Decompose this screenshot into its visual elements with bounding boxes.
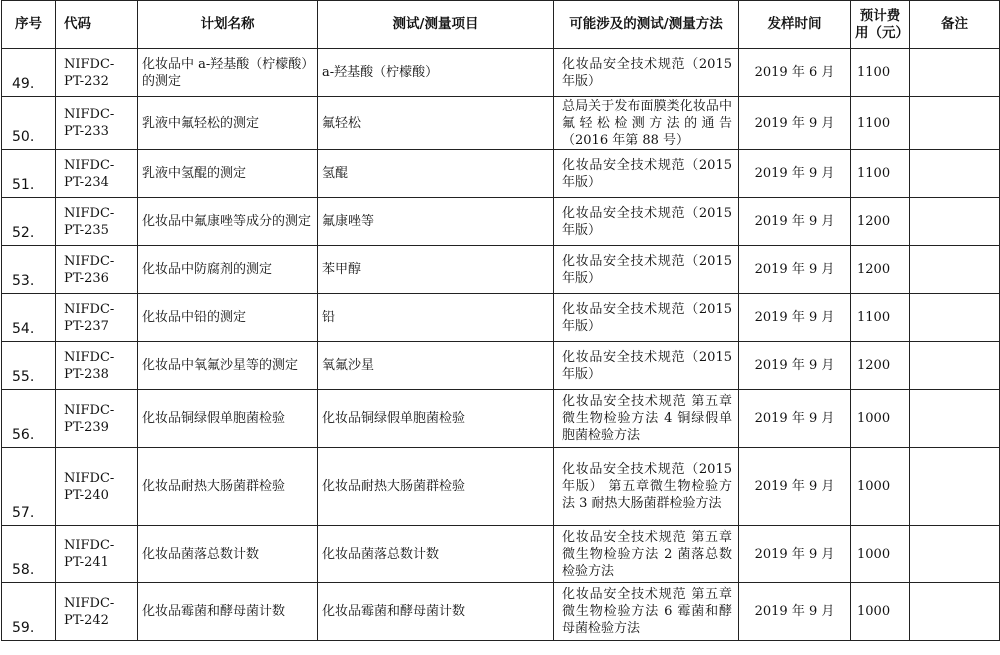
row-plan-name: 化妆品中防腐剂的测定 bbox=[138, 246, 318, 294]
row-test-item: 氢醌 bbox=[318, 150, 554, 198]
row-code: NIFDC-PT-234 bbox=[56, 150, 138, 198]
row-index: 49. bbox=[2, 49, 56, 97]
row-index: 51. bbox=[2, 150, 56, 198]
row-dispatch-date: 2019 年 9 月 bbox=[739, 526, 851, 583]
header-dispatch-date: 发样时间 bbox=[739, 1, 851, 49]
row-remarks bbox=[910, 390, 1000, 448]
row-dispatch-date: 2019 年 9 月 bbox=[739, 294, 851, 342]
row-test-item: 氧氟沙星 bbox=[318, 342, 554, 390]
row-test-method: 化妆品安全技术规范（2015年版） bbox=[554, 342, 739, 390]
table-row bbox=[2, 583, 1000, 641]
row-plan-name: 化妆品霉菌和酵母菌计数 bbox=[138, 583, 318, 641]
row-test-method: 化妆品安全技术规范 第五章微生物检验方法 4 铜绿假单胞菌检验方法 bbox=[554, 390, 739, 448]
table-row bbox=[2, 294, 1000, 342]
row-plan-name: 化妆品中 a-羟基酸（柠檬酸）的测定 bbox=[138, 49, 318, 97]
row-code: NIFDC-PT-236 bbox=[56, 246, 138, 294]
row-plan-name: 化妆品耐热大肠菌群检验 bbox=[138, 448, 318, 526]
row-remarks bbox=[910, 198, 1000, 246]
row-estimated-cost: 1100 bbox=[851, 49, 910, 97]
row-test-item: 氟轻松 bbox=[318, 97, 554, 150]
row-test-item: 铅 bbox=[318, 294, 554, 342]
row-plan-name: 化妆品中氧氟沙星等的测定 bbox=[138, 342, 318, 390]
row-dispatch-date: 2019 年 9 月 bbox=[739, 198, 851, 246]
row-test-method: 化妆品安全技术规范（2015年版） bbox=[554, 198, 739, 246]
row-estimated-cost: 1200 bbox=[851, 246, 910, 294]
row-dispatch-date: 2019 年 6 月 bbox=[739, 49, 851, 97]
row-test-item: 化妆品铜绿假单胞菌检验 bbox=[318, 390, 554, 448]
header-remarks: 备注 bbox=[910, 1, 1000, 49]
row-dispatch-date: 2019 年 9 月 bbox=[739, 150, 851, 198]
row-test-item: 化妆品耐热大肠菌群检验 bbox=[318, 448, 554, 526]
row-estimated-cost: 1000 bbox=[851, 448, 910, 526]
row-dispatch-date: 2019 年 9 月 bbox=[739, 246, 851, 294]
row-test-method: 化妆品安全技术规范（2015年版） bbox=[554, 49, 739, 97]
row-code: NIFDC-PT-239 bbox=[56, 390, 138, 448]
table-row bbox=[2, 49, 1000, 97]
row-code: NIFDC-PT-240 bbox=[56, 448, 138, 526]
row-index: 55. bbox=[2, 342, 56, 390]
row-index: 50. bbox=[2, 97, 56, 150]
row-remarks bbox=[910, 150, 1000, 198]
row-test-item: 化妆品霉菌和酵母菌计数 bbox=[318, 583, 554, 641]
row-test-item: 化妆品菌落总数计数 bbox=[318, 526, 554, 583]
row-remarks bbox=[910, 448, 1000, 526]
row-remarks bbox=[910, 526, 1000, 583]
row-test-method: 总局关于发布面膜类化妆品中氟轻松检测方法的通告（2016 年第 88 号） bbox=[554, 97, 739, 150]
row-index: 58. bbox=[2, 526, 56, 583]
row-index: 53. bbox=[2, 246, 56, 294]
row-code: NIFDC-PT-232 bbox=[56, 49, 138, 97]
row-remarks bbox=[910, 49, 1000, 97]
table-row bbox=[2, 97, 1000, 150]
row-dispatch-date: 2019 年 9 月 bbox=[739, 390, 851, 448]
row-code: NIFDC-PT-238 bbox=[56, 342, 138, 390]
row-index: 54. bbox=[2, 294, 56, 342]
row-plan-name: 化妆品中氟康唑等成分的测定 bbox=[138, 198, 318, 246]
row-test-method: 化妆品安全技术规范（2015年版） bbox=[554, 246, 739, 294]
row-estimated-cost: 1200 bbox=[851, 342, 910, 390]
row-dispatch-date: 2019 年 9 月 bbox=[739, 448, 851, 526]
row-index: 59. bbox=[2, 583, 56, 641]
row-test-item: 苯甲醇 bbox=[318, 246, 554, 294]
row-dispatch-date: 2019 年 9 月 bbox=[739, 583, 851, 641]
header-code: 代码 bbox=[56, 1, 138, 49]
row-plan-name: 化妆品铜绿假单胞菌检验 bbox=[138, 390, 318, 448]
row-code: NIFDC-PT-237 bbox=[56, 294, 138, 342]
row-test-item: a-羟基酸（柠檬酸） bbox=[318, 49, 554, 97]
row-index: 56. bbox=[2, 390, 56, 448]
row-test-method: 化妆品安全技术规范（2015年版） bbox=[554, 150, 739, 198]
row-estimated-cost: 1000 bbox=[851, 390, 910, 448]
row-test-method: 化妆品安全技术规范 第五章微生物检验方法 2 菌落总数检验方法 bbox=[554, 526, 739, 583]
header-test-method: 可能涉及的测试/测量方法 bbox=[554, 1, 739, 49]
table-row bbox=[2, 342, 1000, 390]
row-plan-name: 乳液中氢醌的测定 bbox=[138, 150, 318, 198]
row-index: 52. bbox=[2, 198, 56, 246]
row-test-method: 化妆品安全技术规范（2015年版） bbox=[554, 294, 739, 342]
table-row bbox=[2, 448, 1000, 526]
table-row bbox=[2, 526, 1000, 583]
header-test-item: 测试/测量项目 bbox=[318, 1, 554, 49]
row-test-method: 化妆品安全技术规范（2015年版） 第五章微生物检验方法 3 耐热大肠菌群检验方法 bbox=[554, 448, 739, 526]
table-row bbox=[2, 198, 1000, 246]
row-code: NIFDC-PT-242 bbox=[56, 583, 138, 641]
row-remarks bbox=[910, 246, 1000, 294]
table-row bbox=[2, 246, 1000, 294]
row-estimated-cost: 1000 bbox=[851, 526, 910, 583]
row-remarks bbox=[910, 342, 1000, 390]
row-code: NIFDC-PT-235 bbox=[56, 198, 138, 246]
row-test-method: 化妆品安全技术规范 第五章微生物检验方法 6 霉菌和酵母菌检验方法 bbox=[554, 583, 739, 641]
row-estimated-cost: 1100 bbox=[851, 294, 910, 342]
table-row bbox=[2, 150, 1000, 198]
row-dispatch-date: 2019 年 9 月 bbox=[739, 342, 851, 390]
row-estimated-cost: 1200 bbox=[851, 198, 910, 246]
row-code: NIFDC-PT-241 bbox=[56, 526, 138, 583]
table-row bbox=[2, 390, 1000, 448]
row-test-item: 氟康唑等 bbox=[318, 198, 554, 246]
row-plan-name: 乳液中氟轻松的测定 bbox=[138, 97, 318, 150]
header-index: 序号 bbox=[2, 1, 56, 49]
row-code: NIFDC-PT-233 bbox=[56, 97, 138, 150]
table-header-row bbox=[2, 1, 1000, 49]
row-remarks bbox=[910, 294, 1000, 342]
proficiency-testing-plan-table bbox=[1, 0, 1000, 641]
header-estimated-cost: 预计费用（元） bbox=[851, 1, 910, 49]
row-remarks bbox=[910, 97, 1000, 150]
row-estimated-cost: 1100 bbox=[851, 150, 910, 198]
row-remarks bbox=[910, 583, 1000, 641]
row-estimated-cost: 1100 bbox=[851, 97, 910, 150]
row-estimated-cost: 1000 bbox=[851, 583, 910, 641]
row-plan-name: 化妆品菌落总数计数 bbox=[138, 526, 318, 583]
row-index: 57. bbox=[2, 448, 56, 526]
row-dispatch-date: 2019 年 9 月 bbox=[739, 97, 851, 150]
row-plan-name: 化妆品中铅的测定 bbox=[138, 294, 318, 342]
header-plan-name: 计划名称 bbox=[138, 1, 318, 49]
